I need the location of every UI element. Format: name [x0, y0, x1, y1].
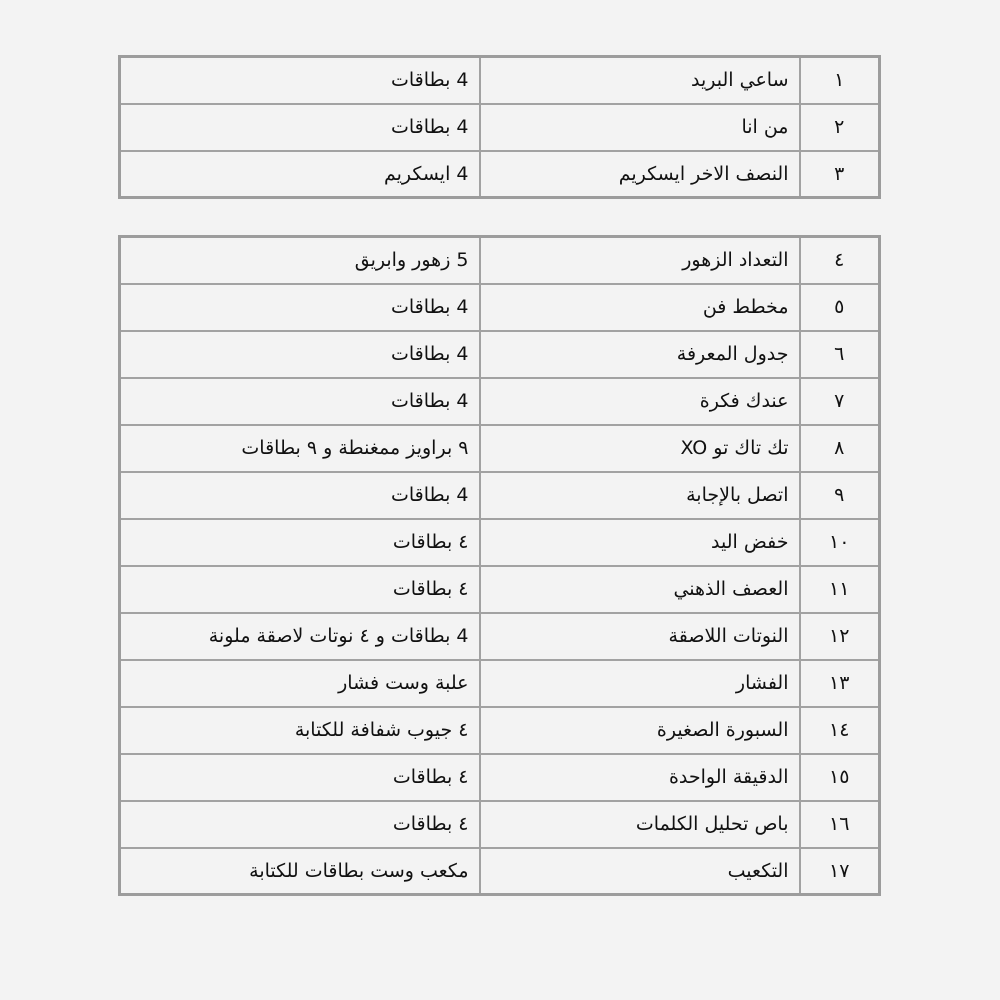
row-number: ١٦ — [800, 801, 880, 848]
row-number: ٤ — [800, 237, 880, 284]
table-row — [120, 566, 880, 613]
row-number: ٣ — [800, 151, 880, 198]
activity-materials: ٤ جيوب شفافة للكتابة — [120, 707, 480, 754]
row-number: ٦ — [800, 331, 880, 378]
activities-table-1 — [118, 55, 881, 199]
table-row — [120, 57, 880, 104]
activity-materials: 4 بطاقات و ٤ نوتات لاصقة ملونة — [120, 613, 480, 660]
row-number: ٢ — [800, 104, 880, 151]
table-row — [120, 801, 880, 848]
activity-materials: 4 بطاقات — [120, 472, 480, 519]
table-row — [120, 754, 880, 801]
row-number: ١٤ — [800, 707, 880, 754]
row-number: ١٧ — [800, 848, 880, 895]
row-number: ١٢ — [800, 613, 880, 660]
activity-name: النصف الاخر ايسكريم — [480, 151, 800, 198]
table-row — [120, 848, 880, 895]
row-number: ٥ — [800, 284, 880, 331]
table-row — [120, 104, 880, 151]
activity-name: خفض اليد — [480, 519, 800, 566]
row-number: ١٠ — [800, 519, 880, 566]
table-row — [120, 237, 880, 284]
table-row — [120, 425, 880, 472]
table-row — [120, 660, 880, 707]
row-number: ٨ — [800, 425, 880, 472]
activity-materials: ٤ بطاقات — [120, 754, 480, 801]
activity-name: الدقيقة الواحدة — [480, 754, 800, 801]
activity-materials: 5 زهور وابريق — [120, 237, 480, 284]
activity-materials: ٤ بطاقات — [120, 566, 480, 613]
activity-materials: 4 بطاقات — [120, 284, 480, 331]
table-row — [120, 284, 880, 331]
table-row — [120, 613, 880, 660]
activity-materials: علبة وست فشار — [120, 660, 480, 707]
activity-name: مخطط فن — [480, 284, 800, 331]
activity-name: النوتات اللاصقة — [480, 613, 800, 660]
table-row — [120, 472, 880, 519]
activity-materials: 4 بطاقات — [120, 57, 480, 104]
row-number: ٩ — [800, 472, 880, 519]
table-row — [120, 151, 880, 198]
table-row — [120, 378, 880, 425]
row-number: ١١ — [800, 566, 880, 613]
activity-name: جدول المعرفة — [480, 331, 800, 378]
activity-materials: 4 بطاقات — [120, 378, 480, 425]
row-number: ١٥ — [800, 754, 880, 801]
table-row — [120, 331, 880, 378]
row-number: ٧ — [800, 378, 880, 425]
activity-materials: ٩ براويز ممغنطة و ٩ بطاقات — [120, 425, 480, 472]
activity-name: ساعي البريد — [480, 57, 800, 104]
activity-name: تك تاك تو XO — [480, 425, 800, 472]
activities-table-2 — [118, 235, 881, 896]
activity-materials: ٤ بطاقات — [120, 519, 480, 566]
table-row — [120, 519, 880, 566]
activity-name: السبورة الصغيرة — [480, 707, 800, 754]
activity-name: التكعيب — [480, 848, 800, 895]
activity-name: الفشار — [480, 660, 800, 707]
row-number: ١٣ — [800, 660, 880, 707]
activity-name: من انا — [480, 104, 800, 151]
activity-materials: 4 ايسكريم — [120, 151, 480, 198]
activity-materials: 4 بطاقات — [120, 104, 480, 151]
activity-materials: مكعب وست بطاقات للكتابة — [120, 848, 480, 895]
table-row — [120, 707, 880, 754]
activity-name: اتصل بالإجابة — [480, 472, 800, 519]
row-number: ١ — [800, 57, 880, 104]
activity-materials: 4 بطاقات — [120, 331, 480, 378]
activity-materials: ٤ بطاقات — [120, 801, 480, 848]
activity-name: العصف الذهني — [480, 566, 800, 613]
activity-name: عندك فكرة — [480, 378, 800, 425]
activity-name: باص تحليل الكلمات — [480, 801, 800, 848]
activity-name: التعداد الزهور — [480, 237, 800, 284]
